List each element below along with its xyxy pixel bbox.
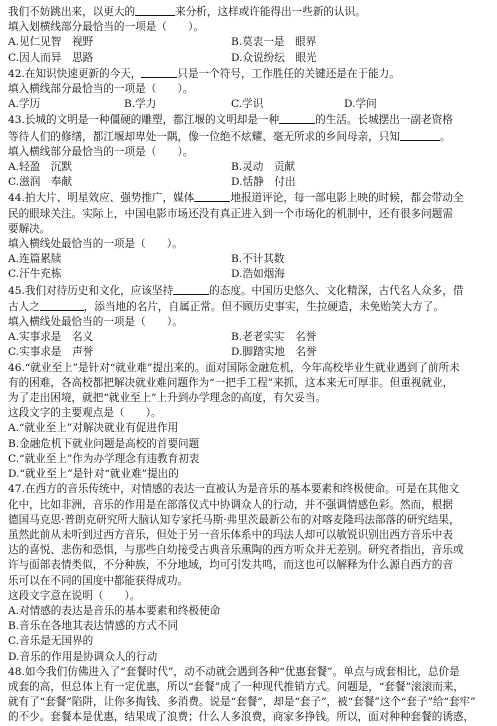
question-prompt: 填入横线部分最恰当的一项是（ ）。 xyxy=(8,145,194,158)
option-a: A.连篇累牍 xyxy=(8,253,62,266)
answer-blank xyxy=(194,190,230,202)
text-fragment: 。 xyxy=(439,130,451,143)
question-43 xyxy=(8,112,489,128)
question-48: 48.如今我们仿佛进入了“套餐时代”，动不动就会遇到各种“优惠套餐”。单点与成套相比，总价是 xyxy=(8,665,460,678)
text-fragment: 地报道评论，每一部电影上映的时候，都会带动全 xyxy=(230,192,464,205)
text-fragment: ，添当地的名片，自属正常。但不顾历史事实，生拉硬造，未免贻笑大方了。 xyxy=(83,300,444,313)
question-44 xyxy=(8,190,489,206)
option-b: B.不计其数 xyxy=(231,253,285,266)
option-d: D.众说纷纭 眼光 xyxy=(231,51,317,64)
answer-blank xyxy=(40,299,84,311)
option-b: B.音乐在各地其表达情感的方式不同 xyxy=(8,620,179,633)
option-row xyxy=(8,330,489,345)
question-45 xyxy=(8,283,489,299)
text-fragment: 古人之 xyxy=(8,300,40,313)
answer-blank xyxy=(400,129,440,141)
text-fragment: 42.在知识快速更新的今天， xyxy=(8,67,142,80)
option-c: C.“就业至上”作为办学理念有违教育初衷 xyxy=(8,452,200,465)
option-row xyxy=(8,97,489,112)
option-d: D.音乐的作用是协调众人的行动 xyxy=(8,650,158,663)
question-prompt: 这段文字的主要观点是（ ）。 xyxy=(8,407,162,420)
option-row xyxy=(8,345,489,360)
option-row xyxy=(8,35,489,50)
option-row xyxy=(8,175,489,190)
option-c: C.音乐是无国界的 xyxy=(8,635,94,648)
question-text: 达的喜悦、悲伤和恐惧，与那些自幼接受古典音乐熏陶的西方听众并无差别。研究者指出，音乐或 xyxy=(8,544,464,557)
question-prompt: 填入横线处最恰当的一项是（ ）。 xyxy=(8,316,183,329)
question-text xyxy=(8,299,489,315)
option-b: B.老老实实 名誉 xyxy=(231,331,317,344)
text-fragment: 43.长城的文明是一种僵硬的雕塑，都江堰的文明却是一种 xyxy=(8,114,280,127)
text-fragment: 我们不妨跳出来，以更大的 xyxy=(8,6,136,18)
option-a: A.见仁见智 视野 xyxy=(8,36,94,49)
question-text: 虽然此前从未听到过西方音乐，但处于另一音乐体系中的玛法人却可以敏锐识别出西方音乐中表 xyxy=(8,528,453,541)
question-text: 乐可以在不同的国度中都能获得成功。 xyxy=(8,574,189,587)
option-c: C.因人而异 思路 xyxy=(8,51,94,64)
option-c: C.滋润 奉献 xyxy=(8,176,73,189)
question-text: 民的眼球关注。实际上，中国电影市场还没有真正进入到一个市场化的机制中，还有很多问题需 xyxy=(8,207,453,220)
question-47: 47.在西方的音乐传统中，对情感的表达一直被认为是音乐的基本要素和终极使命。可是在其他文 xyxy=(8,483,460,496)
text-fragment: 的态度。中国历史悠久、文化精深，古代名人众多，借 xyxy=(209,284,464,297)
option-row xyxy=(8,51,489,66)
text-fragment: 45.我们对待历史和文化，应该坚持 xyxy=(8,284,174,297)
question-46: 46.“就业至上”是针对“就业难”提出来的。面对国际金融危机，今年高校毕业生就业遇到了前所未 xyxy=(8,361,460,374)
answer-blank xyxy=(279,112,315,124)
option-a: A.对情感的表达是音乐的基本要素和终极使命 xyxy=(8,604,221,617)
option-d: D.脚踏实地 名誉 xyxy=(231,346,317,359)
question-text: 的不少。套餐本是优惠，结果成了浪费；什么人多浪费，商家多挣钱。所以，面对种种套餐的诱惑， xyxy=(8,711,475,724)
question-text: 就有了“套餐”陷阱，让你多掏钱、多消费。说是“套餐”，却是“套子”，被“套餐”这个“套子”给“套牢” xyxy=(8,696,476,709)
question-text xyxy=(8,4,489,20)
option-row xyxy=(8,267,489,282)
question-text: 德国马克思·普朗克研究所大脑认知专家托马斯·弗里茨最新公布的对喀麦隆玛法部落的研究结果， xyxy=(8,513,460,526)
text-fragment: 来分析，这样或许能得出一些新的认识。 xyxy=(175,6,366,18)
answer-blank xyxy=(141,66,177,78)
option-c: C.学识 xyxy=(231,98,264,111)
option-d: D.恬静 付出 xyxy=(231,176,296,189)
option-b: B.金融危机下就业问题是高校的首要问题 xyxy=(8,437,200,450)
question-prompt: 填入横线部分最恰当的一项是（ ）。 xyxy=(8,83,194,96)
option-b: B.灵动 贡献 xyxy=(231,161,296,174)
text-fragment: 的生活。长城摆出一副老资格 xyxy=(315,114,453,127)
option-a: A.学历 xyxy=(8,98,41,111)
question-text xyxy=(8,129,489,145)
option-d: D.“就业至上”是针对“就业难”提出的 xyxy=(8,468,179,481)
question-text: 成套的高，但总体上有一定优惠，所以“套餐”成了一种现代推销方式。问题是，“套餐”滚滚而来， xyxy=(8,680,465,693)
text-fragment: 只是一个符号，工作胜任的关键还是在于能力。 xyxy=(177,67,400,80)
option-row xyxy=(8,160,489,175)
option-b: B.学力 xyxy=(124,98,157,111)
question-text: 要解决。 xyxy=(8,222,51,235)
text-fragment: 44.拍大片、明星效应、强势推广，媒体 xyxy=(8,192,195,205)
question-text: 为了走出困境，就把“就业至上”上升到办学理念的高度，有欠妥当。 xyxy=(8,392,327,405)
answer-blank xyxy=(135,4,175,16)
option-c: C.实事求是 声誉 xyxy=(8,346,94,359)
question-prompt: 填入横线处最恰当的一项是（ ）。 xyxy=(8,238,183,251)
question-42 xyxy=(8,66,489,82)
question-text: 有的困难，各高校都把解决就业难问题作为“一把手工程”来抓，这本来无可厚非。但重视就业， xyxy=(8,376,454,389)
option-c: C.汗牛充栋 xyxy=(8,268,62,281)
option-row xyxy=(8,252,489,267)
option-a: A.轻盈 沉默 xyxy=(8,161,72,174)
option-b: B.莫衷一是 眼界 xyxy=(231,36,317,49)
option-a: A.“就业至上”对解决就业有促进作用 xyxy=(8,422,179,435)
question-prompt: 这段文字意在说明（ ）。 xyxy=(8,589,141,602)
answer-blank xyxy=(173,283,209,295)
question-text: 化中，比如非洲，音乐的作用是在部落仪式中协调众人的行动，并不强调情感色彩。然而，根据 xyxy=(8,498,453,511)
option-d: D.学问 xyxy=(344,98,377,111)
option-a: A.实事求是 名义 xyxy=(8,331,94,344)
option-d: D.浩如烟海 xyxy=(231,268,285,281)
question-text: 许与面部表情类似，不分种族，不分地域，均可引发共鸣，而这也可以解释为什么源自西方的音 xyxy=(8,559,453,572)
text-fragment: 等待人们的修缮，都江堰却卑处一隅，像一位绝不炫耀、毫无所求的乡间母亲，只知 xyxy=(8,130,400,143)
question-prompt: 填入划横线部分最恰当的一项是（ ）。 xyxy=(8,21,204,34)
